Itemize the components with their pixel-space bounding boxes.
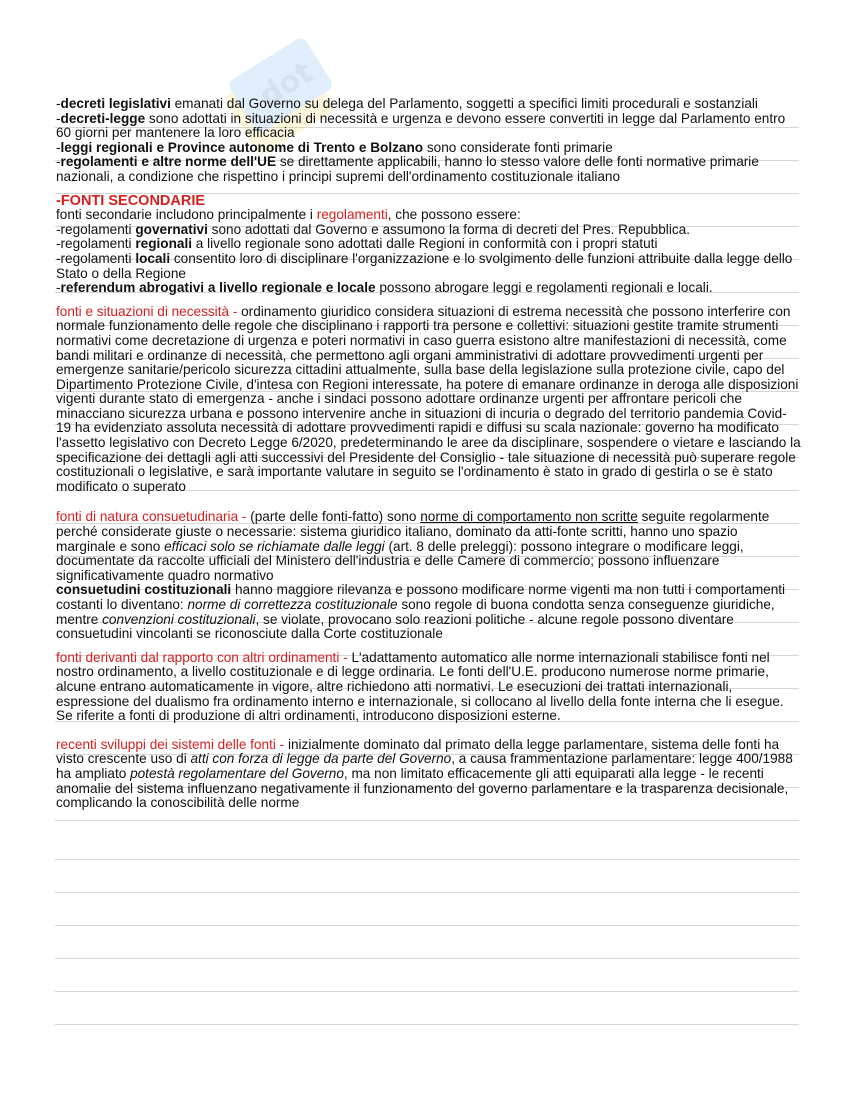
ruled-line [55, 991, 799, 992]
list-item: -decreti-legge sono adottati in situazioni di necessità e urgenza e devono essere convertiti in legge dal Parlamento entro 60 giorni per mantenere la loro efficacia [56, 110, 786, 141]
section-title: fonti derivanti dal rapporto con altri ordinamenti - [56, 649, 352, 665]
other-orders-section [56, 651, 801, 724]
list-item: -leggi regionali e Province autonome di Trento e Bolzano sono considerate fonti primarie [56, 139, 613, 155]
list-item: -regolamenti e altre norme dell'UE se direttamente applicabili, hanno lo stesso valore delle fonti normative primarie nazionali, a condizione che rispettino i principi supremi dell'ordinamento costituzionale italiano [56, 154, 759, 184]
paragraph: consuetudini costituzionali hanno maggiore rilevanza e possono modificare norme vigenti ma non tutti i comportamenti costanti lo diventano: norme di correttezza costituzionale sono regole di buona condotta senza conseguenze giuridiche, mentre convenzioni costituzionali, se violate, provocano solo reazioni politiche - alcune regole possono diventare consuetudini vincolanti se riconosciute dalla Corte costituzionale [56, 582, 786, 642]
document-body [56, 97, 801, 820]
paragraph: fonti secondarie includono principalmente i regolamenti, che possono essere: [56, 207, 521, 223]
paragraph: fonti di natura consuetudinaria - (parte delle fonti-fatto) sono norme di comportamento non scritte seguite regolarmente perché considerate giuste o necessarie: sistema giuridico italiano, dominato da atti-fonte scritti, hanno uno spazio marginale e sono efficaci solo se richiamate dalle leggi (art. 8 delle preleggi): possono integrare o modificare leggi, documentate da raccolte ufficiali del Ministero dell'industria e delle Camere di commercio; possono influenzare significativamente quadro normativo [56, 509, 770, 583]
section-heading: -FONTI SECONDARIE [56, 192, 206, 209]
paragraph: fonti derivanti dal rapporto con altri ordinamenti - L'adattamento automatico alle norme internazionali stabilisce fonti nel nostro ordinamento, a livello costituzionale e di legge ordinaria. Le fonti dell'U.E. producono numerose norme primarie, alcune entrano automaticamente in vigore, altre richiedono atti normativi. Le esecuzioni dei trattati internazionali, espressione del dualismo fra ordinamento interno e internazionale, si collocano al livello della fonte interna che li esegue. Se riferite a fonti di produzione di altri ordinamenti, introducono disposizioni esterne. [56, 649, 784, 724]
list-item: -regolamenti governativi sono adottati dal Governo e assumono la forma di decreti del Pres. Repubblica. [56, 221, 690, 237]
section-title: fonti e situazioni di necessità - [56, 303, 242, 319]
primary-sources-section [56, 97, 801, 185]
list-item: -referendum abrogativi a livello regionale e locale possono abrogare leggi e regolamenti regionali e locali. [56, 280, 713, 296]
recent-developments-section [56, 738, 801, 811]
svg-text:dot: dot [253, 54, 320, 115]
ruled-line [55, 892, 799, 893]
section-title: recenti sviluppi dei sistemi delle fonti - [56, 736, 288, 752]
ruled-line [55, 859, 799, 860]
section-title: fonti di natura consuetudinaria - [56, 509, 251, 525]
ruled-line [55, 1024, 799, 1025]
list-item: -decreti legislativi emanati dal Governo su delega del Parlamento, soggetti a specifici limiti procedurali e sostanziali [56, 96, 758, 111]
necessity-sources-section [56, 305, 801, 495]
ruled-line [55, 925, 799, 926]
paragraph: fonti e situazioni di necessità - ordinamento giuridico considera situazioni di estrema necessità che possono interferire con normale funzionamento delle regole che disciplinano i rapporti tra persone e collettivi: situazioni gestite tramite strumenti normativi come decretazione di urgenza e poteri normativi in caso guerra esistono altre manifestazioni di necessità, come bandi militari e ordinanze di necessità, che permettono agli organi amministrativi di adottare provvedimenti urgenti per emergenze sanitarie/pericolo sicurezza cittadini attualmente, sulla base della legislazione sulla protezione civile, capo del Dipartimento Protezione Civile, d'intesa con Regioni interessate, ha potere di emanare ordinanze in deroga alle disposizioni vigenti durante stato di emergenza - anche i sindaci possono adottare ordinanze urgenti per affrontare pericoli che minacciano sicurezza urbana e possono intervenire anche in situazioni di incuria o degrado del territorio pandemia Covid-19 ha evidenziato assoluta necessità di adottare provvedimenti rapidi e diffusi su scala nazionale: governo ha modificato l'assetto legislativo con Decreto Legge 6/2020, predeterminando le aree da disciplinare, sospendere o vietare e lasciando la specificazione dei dettagli agli atti successivi del Presidente del Consiglio - tale situazione di necessità può superare regole costituzionali o legislative, e sarà importante valutare in seguito se l'ordinamento è stato in grado di gestirla o se è stato modificato o superato [56, 303, 801, 494]
secondary-sources-section [56, 194, 801, 296]
paragraph: recenti sviluppi dei sistemi delle fonti - inizialmente dominato dal primato della legge parlamentare, sistema delle fonti ha visto crescente uso di atti con forza di legge da parte del Governo, a causa frammentazione parlamentare: legge 400/1988 ha ampliato potestà regolamentare del Governo, ma non limitato efficacemente gli atti equiparati alla legge - le recenti anomalie del sistema influenzano negativamente il funzionamento del governo parlamentare e la trasparenza decisionale, complicando la conoscibilità delle norme [56, 736, 793, 811]
list-item: -regolamenti locali consentito loro di disciplinare l'organizzazione e lo svolgimento delle funzioni attribuite dalla legge dello Stato o della Regione [56, 250, 793, 281]
ruled-line [55, 820, 799, 821]
ruled-line [55, 958, 799, 959]
list-item: -regolamenti regionali a livello regionale sono adottati dalle Regioni in conformità con i propri statuti [56, 236, 658, 252]
customary-sources-section [56, 510, 801, 641]
